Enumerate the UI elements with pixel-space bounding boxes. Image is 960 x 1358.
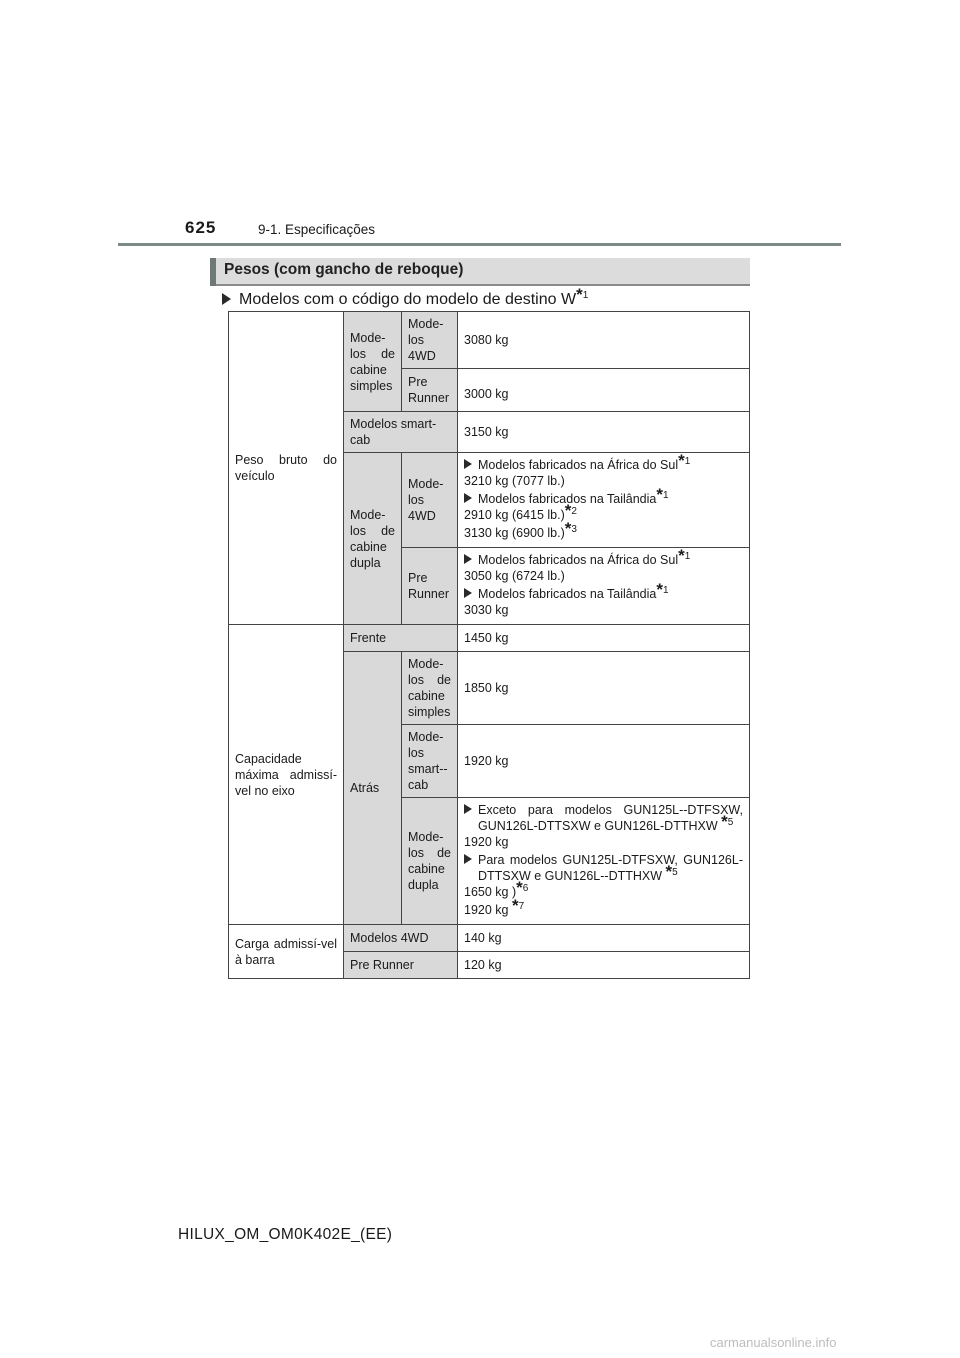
cell-4wd: Mode-los 4WD bbox=[402, 453, 458, 548]
table-row bbox=[229, 625, 750, 652]
heading-text: Pesos (com gancho de reboque) bbox=[224, 261, 464, 278]
cell-value-list bbox=[458, 545, 750, 625]
triangle-bullet-icon bbox=[464, 493, 472, 503]
list-item: Modelos fabricados na África do Sul$^{*1}$ bbox=[464, 457, 743, 473]
subtitle-text: Modelos com o código do modelo de destino W bbox=[239, 291, 577, 308]
header-rule bbox=[118, 243, 841, 246]
cell-single-cab: Mode-los de cabine simples bbox=[344, 312, 402, 412]
triangle-bullet-icon bbox=[464, 588, 472, 598]
page-number: 625 bbox=[185, 218, 217, 237]
cell-value: 1850 kg bbox=[458, 652, 750, 725]
weights-table bbox=[228, 311, 750, 979]
table-row bbox=[229, 312, 750, 369]
row-label-bar: Carga admissí-vel à barra bbox=[229, 925, 344, 979]
cell-double-cab: Mode-los de cabine dupla bbox=[402, 798, 458, 925]
triangle-bullet-icon bbox=[464, 804, 472, 814]
value-line: 3050 kg (6724 lb.) bbox=[464, 569, 565, 583]
cell-pre-runner: Pre Runner bbox=[344, 952, 458, 979]
cell-value: 140 kg bbox=[458, 925, 750, 952]
cell-pre-runner: Pre Runner bbox=[402, 548, 458, 625]
cell-smart-cab: Modelos smart-cab bbox=[344, 412, 458, 453]
cell-4wd: Mode-los 4WD bbox=[402, 312, 458, 369]
value-line: 3210 kg (7077 lb.) bbox=[464, 474, 565, 488]
cell-4wd: Modelos 4WD bbox=[344, 925, 458, 952]
value-line: 2910 kg (6415 lb.)$^{*2}$ bbox=[464, 500, 577, 522]
row-label-gross: Peso bruto do veículo bbox=[229, 312, 344, 625]
list-item: Modelos fabricados na Tailândia$^{*1}$ bbox=[464, 586, 743, 602]
table-row bbox=[229, 925, 750, 952]
value-line: 1920 kg bbox=[464, 835, 509, 849]
value-line: 1920 kg $^{*7}$ bbox=[464, 895, 525, 917]
triangle-bullet-icon bbox=[464, 854, 472, 864]
value-line: 1650 kg )$^{*6}$ bbox=[464, 877, 529, 899]
watermark[interactable]: carmanualsonline.info bbox=[710, 1335, 837, 1350]
list-item: Modelos fabricados na África do Sul$^{*1}$ bbox=[464, 552, 743, 568]
cell-double-cab: Mode-los de cabine dupla bbox=[344, 453, 402, 625]
cell-value: 120 kg bbox=[458, 952, 750, 979]
document-footer: HILUX_OM_OM0K402E_(EE) bbox=[178, 1226, 393, 1243]
footnote-ref: *1 bbox=[576, 284, 589, 304]
cell-single-cab: Mode-los de cabine simples bbox=[402, 652, 458, 725]
list-item: Para modelos GUN125L-DTFSXW, GUN126L-DTTSXW e GUN126L--DTTHXW $^{*5}$ bbox=[464, 852, 743, 884]
heading-accent-bar bbox=[210, 258, 216, 286]
cell-value: 3150 kg bbox=[458, 412, 750, 453]
cell-value: 3000 kg bbox=[458, 369, 750, 412]
triangle-bullet-icon bbox=[464, 554, 472, 564]
section-title: 9-1. Especificações bbox=[258, 222, 376, 237]
subtitle bbox=[222, 284, 589, 309]
triangle-bullet-icon bbox=[222, 293, 231, 305]
cell-value-list bbox=[458, 798, 750, 925]
cell-value: 1450 kg bbox=[458, 625, 750, 652]
cell-front: Frente bbox=[344, 625, 458, 652]
cell-value: 1920 kg bbox=[458, 725, 750, 798]
value-line: 3030 kg bbox=[464, 603, 509, 617]
list-item: Exceto para modelos GUN125L--DTFSXW, GUN126L-DTTSXW e GUN126L-DTTHXW $^{*5}$ bbox=[464, 802, 743, 834]
cell-value-list bbox=[458, 450, 750, 548]
row-label-axle: Capacidade máxima admissí-vel no eixo bbox=[229, 625, 344, 925]
list-item: Modelos fabricados na Tailândia$^{*1}$ bbox=[464, 491, 743, 507]
triangle-bullet-icon bbox=[464, 459, 472, 469]
section-heading bbox=[210, 258, 750, 286]
cell-value: 3080 kg bbox=[458, 312, 750, 369]
cell-rear: Atrás bbox=[344, 652, 402, 925]
value-line: 3130 kg (6900 lb.)$^{*3}$ bbox=[464, 518, 577, 540]
cell-pre-runner: Pre Runner bbox=[402, 369, 458, 412]
cell-smart-cab: Mode-los smart--cab bbox=[402, 725, 458, 798]
